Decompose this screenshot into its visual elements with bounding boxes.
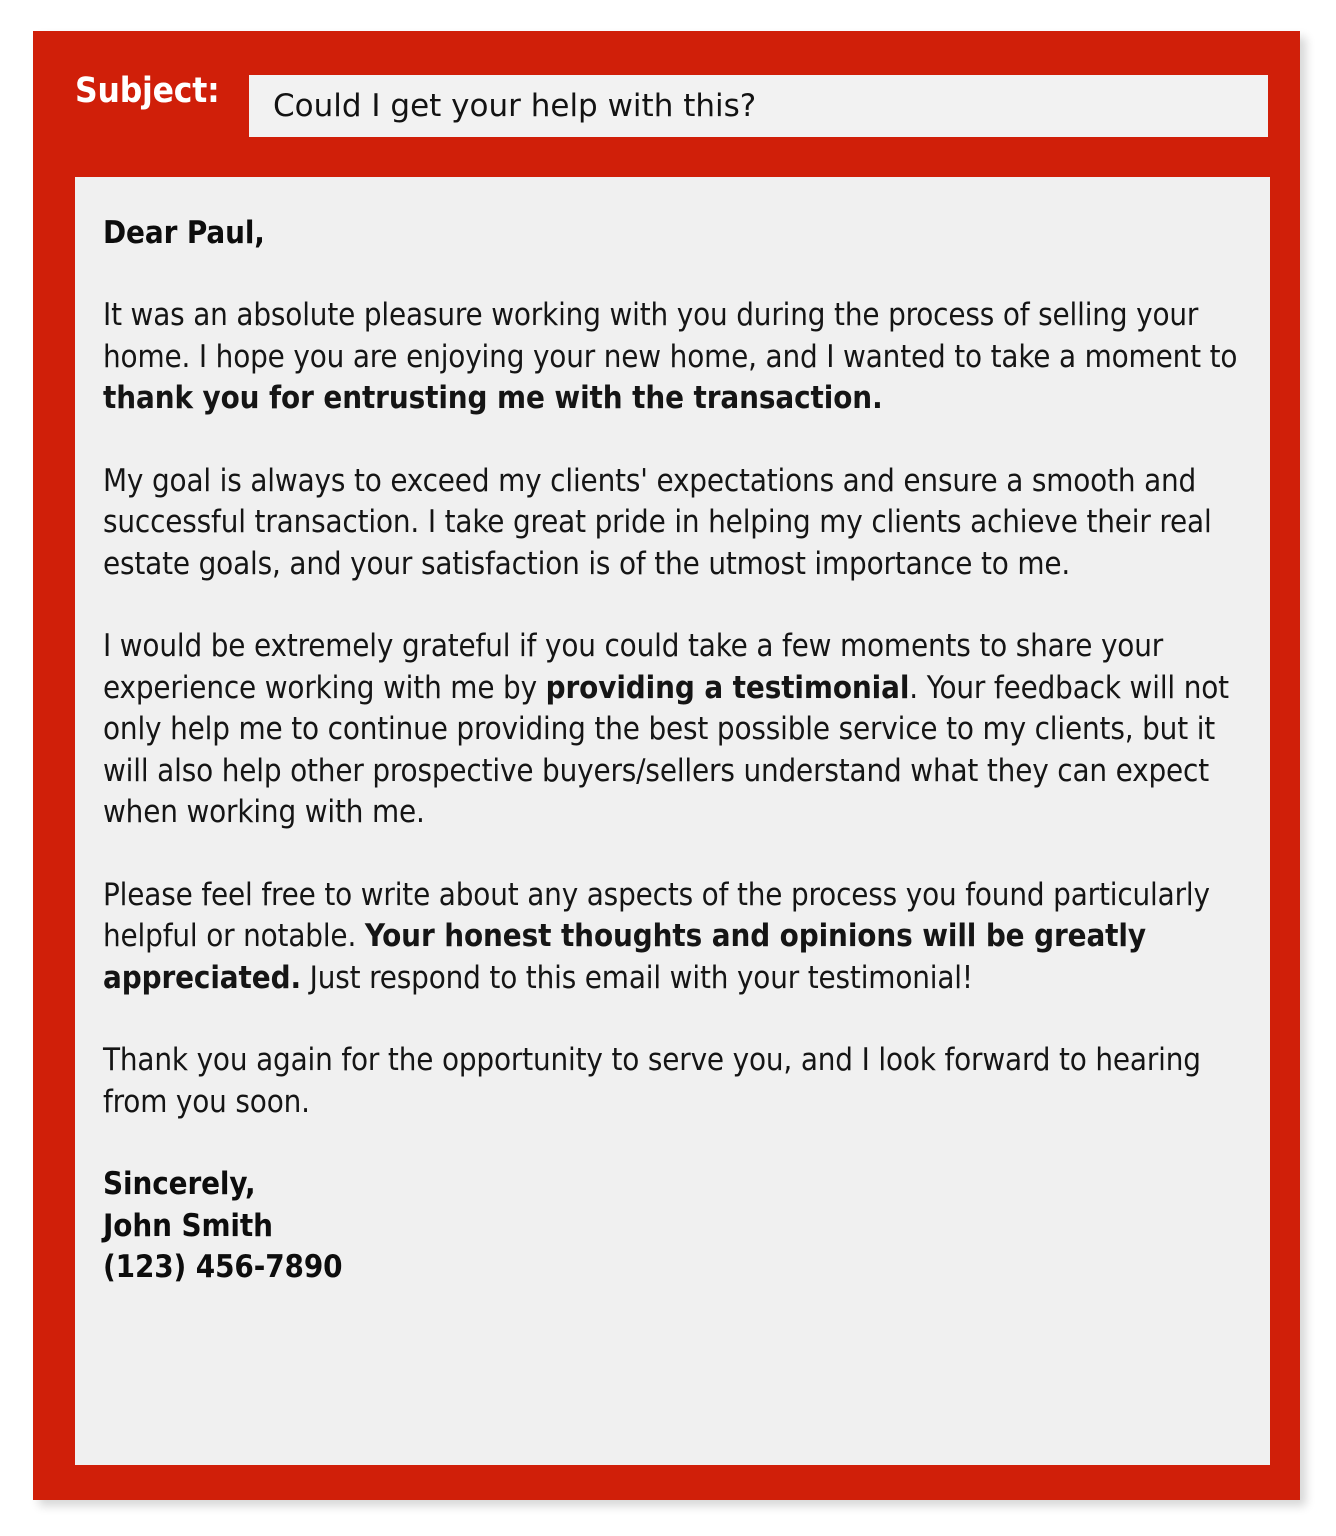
email-paragraph	[103, 875, 1240, 1000]
subject-row	[33, 31, 1300, 177]
emphasis-text: Your honest thoughts and opinions will be greatly appreciated.	[103, 918, 1146, 996]
body-text: It was an absolute pleasure working with you during the process of selling your home. I hope you are enjoying your new home, and I wanted to take a moment to	[103, 297, 1238, 375]
signature-phone: (123) 456-7890	[103, 1249, 343, 1285]
email-body-content	[75, 177, 1270, 1319]
signature-closing: Sincerely,	[103, 1166, 256, 1202]
emphasis-text: thank you for entrusting me with the transaction.	[103, 380, 883, 416]
email-body-panel	[75, 177, 1270, 1465]
body-text: I would be extremely grateful if you could take a few moments to share your experience working with me by	[103, 628, 1164, 706]
email-greeting: Dear Paul,	[103, 215, 265, 251]
body-text: My goal is always to exceed my clients' expectations and ensure a smooth and successful transaction. I take great pride in helping my clients achieve their real estate goals, and your satisfaction is of the utmost importance to me.	[103, 462, 1212, 582]
email-card	[33, 31, 1300, 1500]
body-text: Thank you again for the opportunity to serve you, and I look forward to hearing from you soon.	[103, 1042, 1201, 1120]
email-paragraph-list	[103, 295, 1240, 1123]
emphasis-text: providing a testimonial	[545, 669, 910, 706]
email-paragraph	[103, 1040, 1240, 1123]
email-signature	[103, 1164, 1240, 1289]
signature-name: John Smith	[103, 1207, 273, 1244]
email-paragraph	[103, 626, 1240, 834]
email-paragraph	[103, 295, 1240, 420]
email-paragraph	[103, 461, 1240, 586]
body-text: . Your feedback will not only help me to continue providing the best possible service to my clients, but it will also help other prospective buyers/sellers understand what they can expect when working with me.	[103, 669, 1229, 830]
subject-input[interactable]	[249, 75, 1268, 137]
body-text: Please feel free to write about any aspects of the process you found particularly helpful or notable.	[103, 876, 1210, 954]
body-text: Just respond to this email with your testimonial!	[300, 959, 973, 996]
subject-label: Subject:	[75, 71, 220, 111]
subject-input-value[interactable]: Could I get your help with this?	[273, 88, 757, 124]
